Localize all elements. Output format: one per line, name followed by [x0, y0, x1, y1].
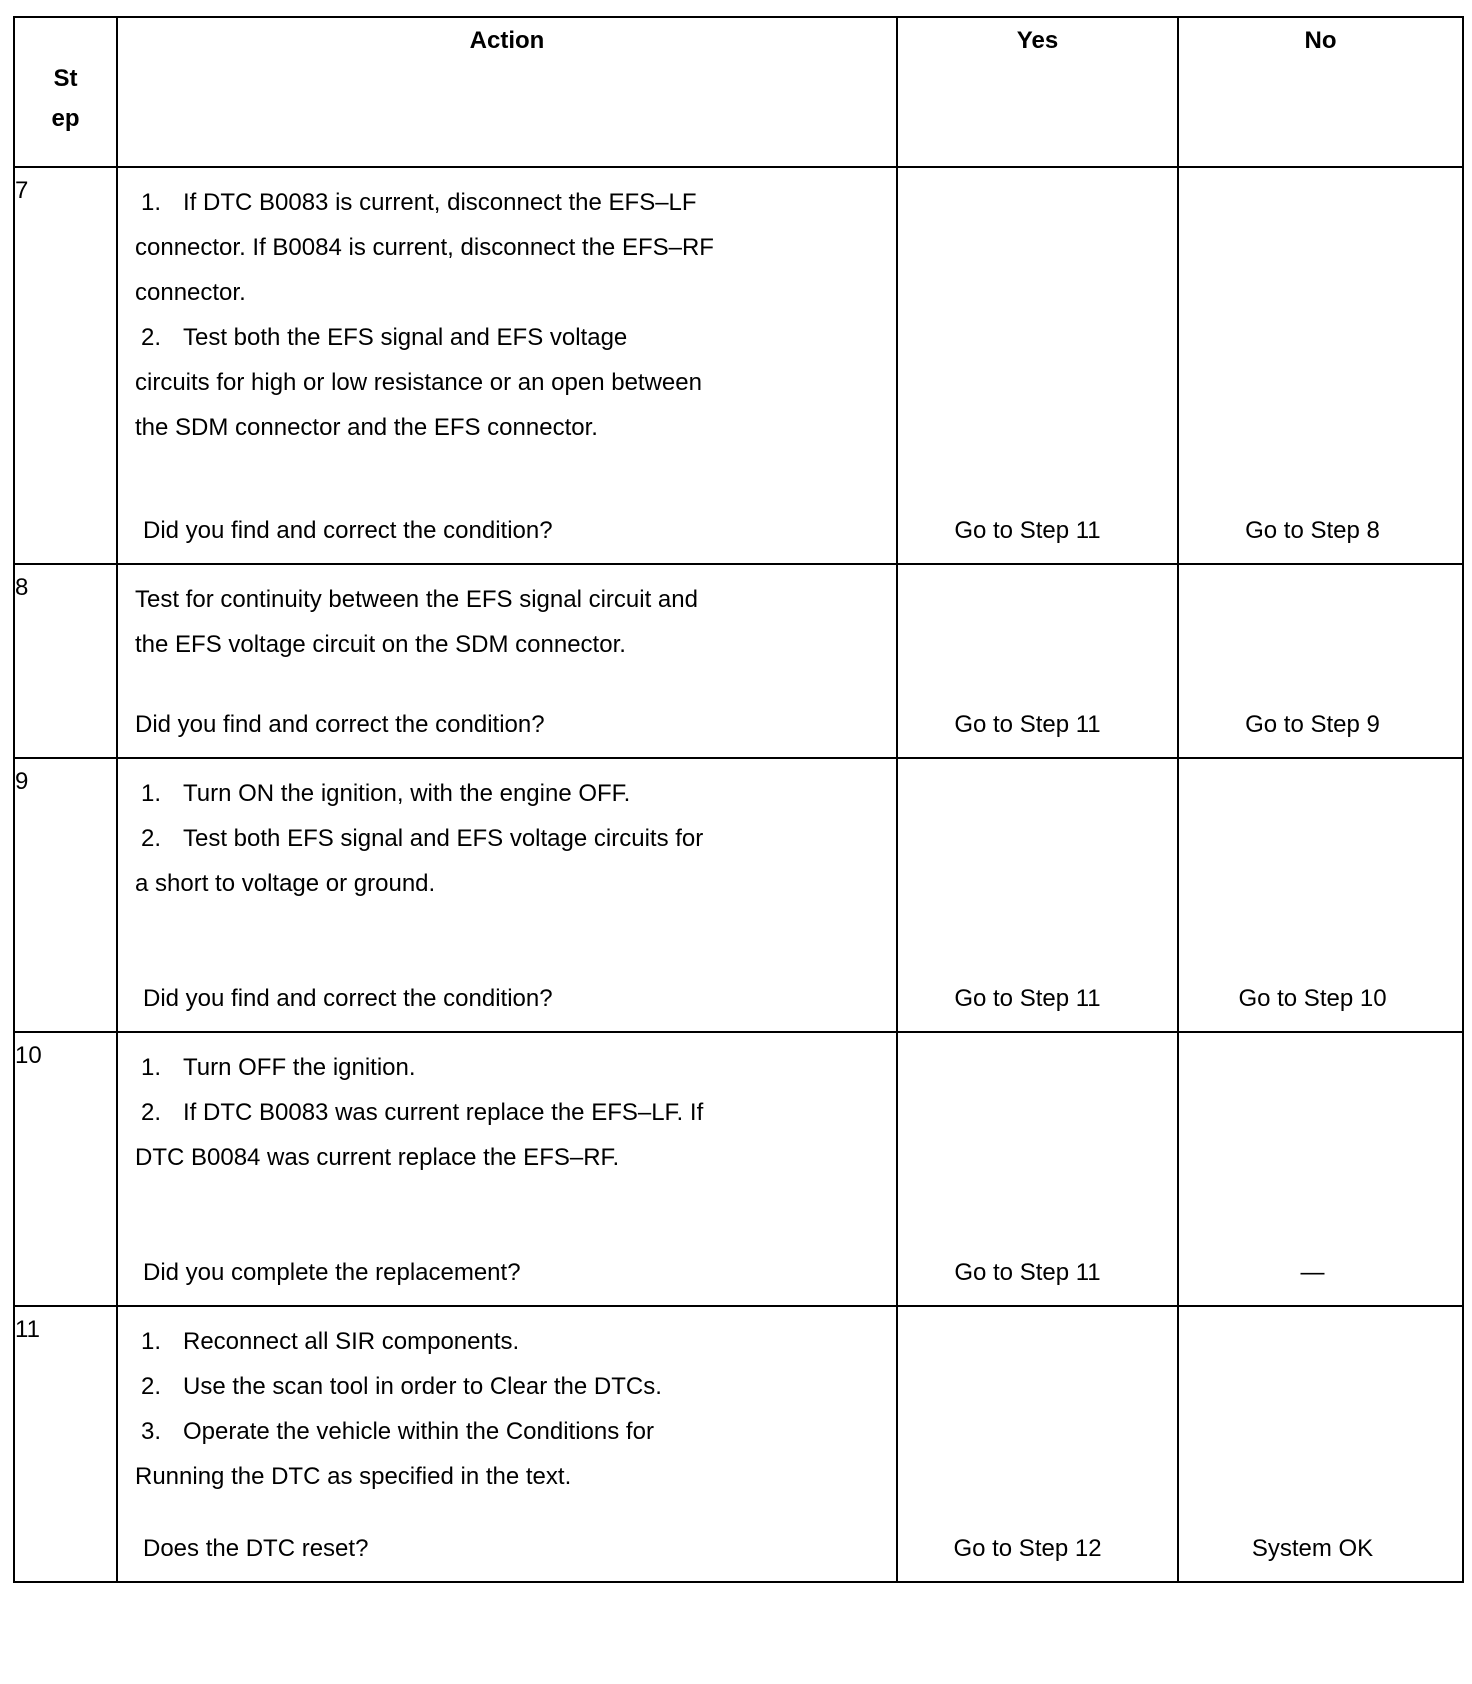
no-outcome: Go to Step 8	[1245, 517, 1380, 544]
yes-cell	[897, 1032, 1178, 1306]
action-line: DTC B0084 was current replace the EFS–RF.	[135, 1144, 620, 1171]
step-number: 10	[14, 1032, 117, 1306]
action-cell	[117, 758, 897, 1032]
no-cell	[1178, 1032, 1463, 1306]
header-no: No	[1178, 17, 1463, 167]
action-cell	[117, 167, 897, 564]
action-cell	[117, 1306, 897, 1582]
no-cell	[1178, 167, 1463, 564]
action-line: the EFS voltage circuit on the SDM connector.	[135, 631, 626, 658]
action-line: 2. If DTC B0083 was current replace the EFS–LF. If	[141, 1099, 704, 1126]
yes-cell	[897, 167, 1178, 564]
action-line: 3. Operate the vehicle within the Conditions for	[141, 1418, 654, 1445]
action-line: 2. Use the scan tool in order to Clear the DTCs.	[141, 1373, 662, 1400]
yes-outcome: Go to Step 11	[954, 517, 1101, 544]
table-row	[14, 758, 1463, 1032]
no-outcome: System OK	[1251, 1535, 1374, 1562]
step-number: 8	[14, 564, 117, 758]
yes-outcome: Go to Step 11	[954, 711, 1101, 738]
action-cell	[117, 564, 897, 758]
step-number: 11	[14, 1306, 117, 1582]
yes-cell	[897, 564, 1178, 758]
action-line: Running the DTC as specified in the text.	[135, 1463, 572, 1490]
action-question: Did you find and correct the condition?	[143, 517, 553, 544]
table-row	[14, 564, 1463, 758]
action-line: connector. If B0084 is current, disconnect the EFS–RF	[135, 234, 714, 261]
header-step: Step	[14, 17, 117, 167]
action-line: Test for continuity between the EFS signal circuit and	[135, 586, 698, 613]
step-number: 7	[14, 167, 117, 564]
action-line: connector.	[135, 279, 246, 306]
action-question: Did you find and correct the condition?	[135, 711, 545, 738]
step-number: 9	[14, 758, 117, 1032]
action-question: Does the DTC reset?	[143, 1535, 369, 1562]
header-action: Action	[117, 17, 897, 167]
yes-outcome: Go to Step 11	[954, 1259, 1101, 1286]
action-line: the SDM connector and the EFS connector.	[135, 414, 598, 441]
action-line: circuits for high or low resistance or an open between	[135, 369, 702, 396]
action-question: Did you find and correct the condition?	[143, 985, 553, 1012]
yes-cell	[897, 1306, 1178, 1582]
action-line: 2. Test both the EFS signal and EFS voltage	[141, 324, 628, 351]
yes-cell	[897, 758, 1178, 1032]
action-line: 1. Reconnect all SIR components.	[141, 1328, 520, 1355]
action-line: a short to voltage or ground.	[135, 870, 436, 897]
yes-outcome: Go to Step 12	[953, 1535, 1102, 1562]
header-row	[14, 17, 1463, 167]
no-cell	[1178, 1306, 1463, 1582]
action-question: Did you complete the replacement?	[143, 1259, 521, 1286]
table-row	[14, 1306, 1463, 1582]
header-yes: Yes	[897, 17, 1178, 167]
action-line: 1. Turn ON the ignition, with the engine OFF.	[141, 780, 631, 807]
no-cell	[1178, 758, 1463, 1032]
no-outcome: —	[1300, 1259, 1325, 1286]
action-cell	[117, 1032, 897, 1306]
action-line: 1. Turn OFF the ignition.	[141, 1054, 416, 1081]
no-outcome: Go to Step 10	[1238, 985, 1387, 1012]
action-line: 1. If DTC B0083 is current, disconnect the EFS–LF	[141, 189, 697, 216]
table-row	[14, 167, 1463, 564]
yes-outcome: Go to Step 11	[954, 985, 1101, 1012]
diagnostic-table	[13, 16, 1464, 1583]
no-cell	[1178, 564, 1463, 758]
table-row	[14, 1032, 1463, 1306]
action-line: 2. Test both EFS signal and EFS voltage circuits for	[141, 825, 704, 852]
no-outcome: Go to Step 9	[1245, 711, 1380, 738]
